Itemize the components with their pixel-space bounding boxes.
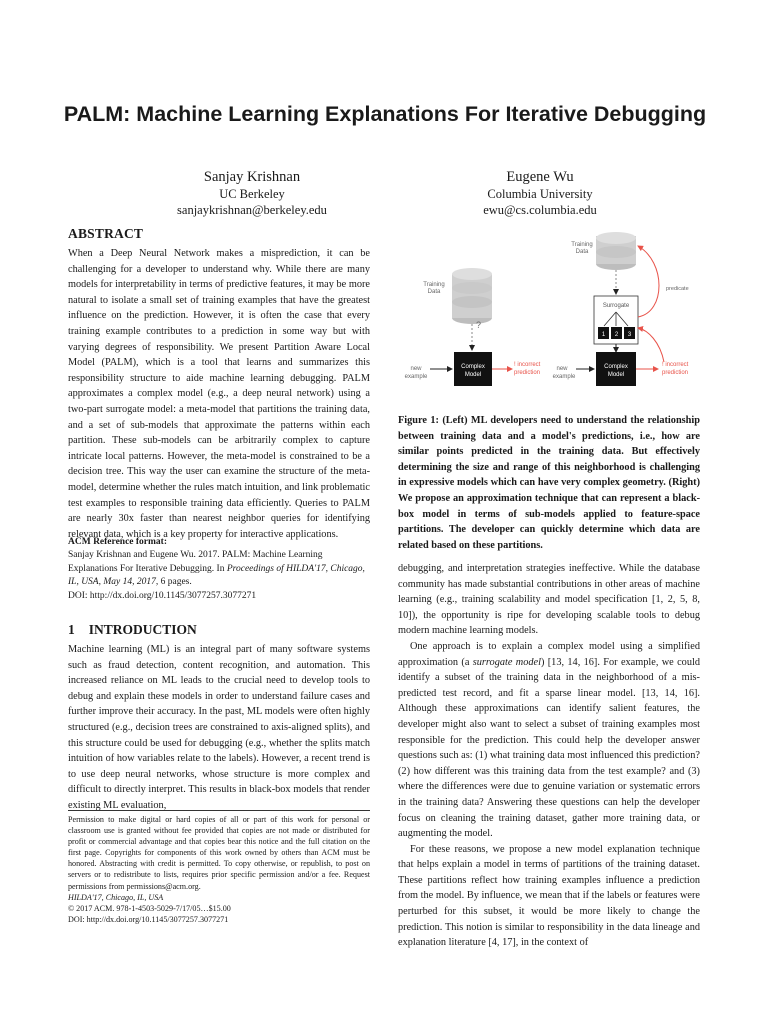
footnote-doi: DOI: http://dx.doi.org/10.1145/3077257.3077271 [68, 914, 229, 924]
leaf-label-1: 1 [601, 332, 606, 338]
permission-notice: Permission to make digital or hard copies of all or part of this work for personal or classroom use is granted without fee provided that copies are not made or distributed for profit or commercial advantage and that copies bear this notice and the full citation on the first page. Copyrights for components of this work owned by others than ACM must be honored. Abstracting with credit is permitted. To copy otherwise, or republish, to post on servers or to redistribute to lists, requires prior specific permission and/or a fee. Request permissions from permissions@acm.org. [68, 815, 370, 891]
introduction-paragraph: Machine learning (ML) is an integral part of many software systems such as fraud detection, content recognition, and automation. This increased reliance on ML leads to the crucial need to develop tools to debug and explain these models in order to understand failure cases and further improve their accuracy. In the past, ML models were often highly structured (e.g., decision trees are constrained to axis-aligned splits), and this structure could be used for debugging (e.g., whether the splits match intuition of how variables relate to the labels). However, a recent trend is to use deep neural networks, whose structure is more complex and difficult to directly interpret. This results in black-box models that render existing ML evaluation, [68, 644, 370, 811]
acm-reference-doi: DOI: http://dx.doi.org/10.1145/3077257.3077271 [68, 590, 257, 601]
left-new-example-label: new example [404, 366, 428, 380]
author-block-2 [440, 168, 640, 218]
section-heading-introduction [68, 622, 197, 638]
paper-title: PALM: Machine Learning Explanations For Iterative Debugging [63, 102, 707, 126]
right-training-data-label: Training Data [571, 242, 593, 255]
leaf-label-2: 2 [614, 332, 619, 338]
predicate-arrow [638, 246, 659, 317]
acm-reference-citation: Sanjay Krishnan and Eugene Wu. 2017. PALM: Machine Learning Explanations For Iterative Debugging. In [68, 550, 323, 574]
abstract-text: When a Deep Neural Network makes a misprediction, it can be challenging for a developer to understand why. While there are many models for interpretability in terms of predictive features, it may be more natural to isolate a small set of training examples that have the greatest influence on the prediction. However, it is often the case that every training example contributes to a prediction in some way but with varying degrees of responsibility. We present Partition Aware Local Model (PALM), which is a tool that learns and summarizes this responsibility structure to aide machine learning debugging. PALM approximates a complex model (e.g., a deep neural network) using a two-part surrogate model: a meta-model that partitions the training data, and a set of sub-models that approximate the patterns within each partition. These sub-models can be arbitrarily complex to capture intricate local patterns. However, the meta-model is constrained to be a decision tree. This way the user can examine the structure of the meta-model, determine whether the rules match intuition, and link problematic test examples to responsible training data efficiently. Queries to PALM are nearly 30x faster than nearest neighbor queries for identifying relevant data, which is a key property for interactive applications. [68, 248, 370, 540]
right-new-example-label: new example [552, 366, 576, 380]
acm-reference [68, 536, 370, 603]
figure-1-diagram [398, 232, 700, 392]
footnote-copyright: © 2017 ACM. 978-1-4503-5029-7/17/05…$15.00 [68, 903, 231, 913]
leaf-label-3: 3 [627, 332, 632, 338]
feedback-arrow [638, 328, 664, 362]
author-email: sanjaykrishnan@berkeley.edu [177, 203, 327, 217]
author-affiliation: UC Berkeley [219, 187, 285, 201]
footnote-divider [68, 810, 370, 811]
right-column-body [398, 561, 700, 951]
author-name: Eugene Wu [506, 169, 574, 185]
body-paragraph: debugging, and interpretation strategies ineffective. While the database community has made substantial contributions in other areas of machine learning (e.g., training scalability and model specification [1, 2, 5, 8, 10]), the opportunity is ripe for developing scalable tools to debug modern machine learning models. [398, 563, 700, 637]
emphasis-term: surrogate model [472, 656, 541, 668]
figure-caption: Figure 1: (Left) ML developers need to understand the relationship between training data and a model's predictions, i.e., how are similar points predicted in the training data. But effectively determining the size and range of this neighborhood is challenging in expressive models which can have very complex geometry. (Right) We propose an approximation technique that can represent a black-box model in terms of sub-models applied to feature-space partitions. The developer can quickly determine which data are related based on these partitions. [398, 415, 700, 551]
acm-reference-body [68, 549, 370, 590]
abstract-heading: ABSTRACT [68, 226, 144, 241]
left-training-data-label: Training Data [423, 282, 445, 295]
section-number: 1 [68, 622, 75, 637]
body-text-run: One approach is to explain a complex model using a simplified approximation (a [398, 640, 700, 668]
training-data-cylinder-icon [596, 232, 636, 270]
left-question-mark: ? [476, 320, 482, 330]
author-affiliation: Columbia University [487, 187, 593, 201]
body-paragraph: For these reasons, we propose a new model explanation technique that helps explain a model in terms of partitions of the training dataset. These partitions reflect how training examples influence a prediction from the model. By influence, we mean that if the labels or features were perturbed for this subset, it would be more likely to change the prediction. This notion is similar to responsibility in the data lineage and explanation literature [4, 17], in the context of [398, 843, 700, 949]
footnote-venue: HILDA'17, Chicago, IL, USA [68, 892, 164, 902]
acm-reference-venue: Proceedings of HILDA'17, Chicago, IL, USA, May 14, 2017, [68, 563, 365, 588]
footnote [68, 814, 370, 925]
predicate-label: predicate [666, 286, 689, 292]
author-email: ewu@cs.columbia.edu [483, 203, 597, 217]
left-complex-model-label: Complex Model [461, 364, 485, 378]
acm-reference-pages: 6 pages. [158, 577, 192, 588]
section-title: INTRODUCTION [88, 622, 197, 637]
body-paragraph [398, 639, 700, 842]
training-data-cylinder-icon [452, 268, 492, 324]
body-text-run: ) [13, 14, 16]. For example, we could identify a subset of the training data in the neighborhood of a mis-predicted test record, and fit a sparse linear model. [13, 14, 16]. Although these approximations can identify salient features, the developer might also want to select a subset of training examples most responsible for the prediction. This could help the developer answer questions such as: (1) what training data most influenced this prediction? (2) how different was this training data from the test example? and (3) where the differences were due to genuine variation or systematic errors in the training data? Answering these questions can help the developer focus on cleaning the training dataset, gather more training data, or augmenting the model. [398, 656, 700, 840]
surrogate-label: Surrogate [602, 303, 630, 309]
right-incorrect-label: ! incorrect prediction [662, 362, 689, 376]
acm-reference-heading: ACM Reference format: [68, 537, 167, 547]
author-name: Sanjay Krishnan [203, 169, 301, 185]
author-block-1 [152, 168, 352, 218]
right-complex-model-label: Complex Model [604, 364, 628, 378]
left-incorrect-label: ! incorrect prediction [514, 362, 541, 376]
